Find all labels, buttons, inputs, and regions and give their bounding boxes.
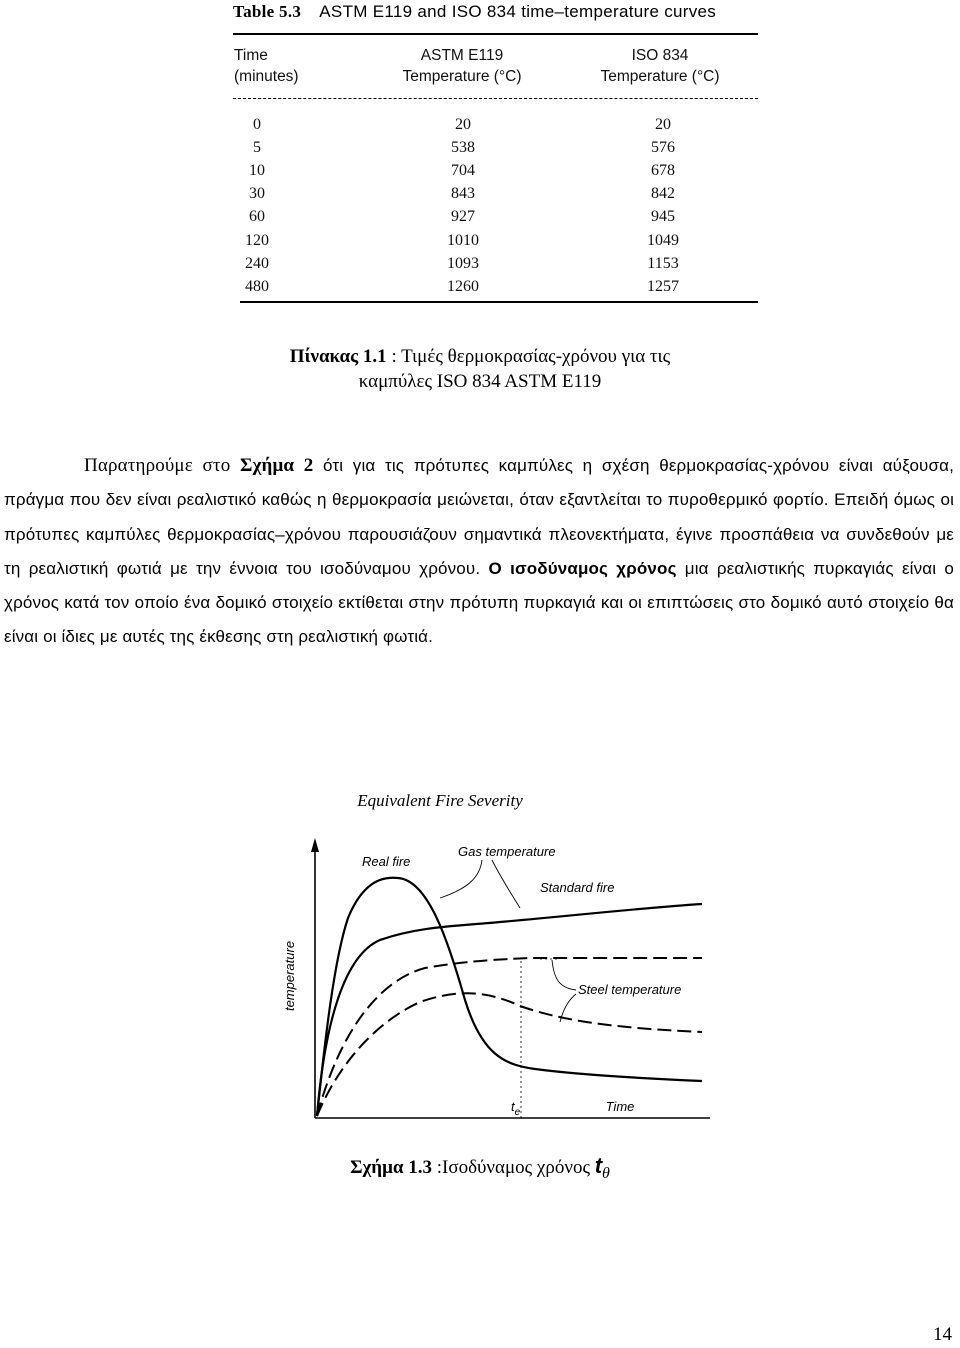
table-cell: 842 bbox=[651, 185, 675, 203]
table-cell: 60 bbox=[249, 208, 265, 226]
table-bottom-rule bbox=[240, 301, 758, 303]
table-caption-line1 bbox=[0, 344, 960, 369]
y-axis-label: temperature bbox=[282, 940, 297, 1012]
figure-title: Equivalent Fire Severity bbox=[357, 791, 523, 810]
table-cell: 1010 bbox=[447, 231, 479, 249]
figure-caption-subscript: θ bbox=[602, 1164, 610, 1182]
label-gas-temperature: Gas temperature bbox=[458, 844, 556, 859]
table-cell: 538 bbox=[451, 139, 475, 157]
table-header-rule bbox=[233, 98, 758, 99]
label-steel-temperature: Steel temperature bbox=[578, 982, 682, 997]
figure-caption bbox=[0, 1153, 960, 1186]
figure-caption-label: Σχήμα 1.3 bbox=[350, 1157, 432, 1178]
table-cell: 678 bbox=[651, 162, 675, 180]
leader-steel-to-standard bbox=[552, 960, 576, 990]
table-cell: 30 bbox=[249, 185, 265, 203]
equivalent-fire-severity-diagram bbox=[270, 780, 730, 1130]
table-cell: 20 bbox=[655, 116, 671, 133]
table-caption-line2: καμπύλες ISO 834 ASTM E119 bbox=[358, 371, 602, 392]
table-label: Table 5.3 bbox=[233, 2, 302, 21]
col-head-time-line1: Time bbox=[234, 47, 268, 64]
col-head-time bbox=[234, 45, 299, 87]
table-figure bbox=[0, 0, 960, 320]
col-head-iso bbox=[585, 45, 735, 87]
table-cell: 927 bbox=[451, 208, 475, 226]
page-number: 14 bbox=[933, 1324, 952, 1345]
figure-caption-symbol: t bbox=[594, 1153, 603, 1178]
table-top-rule bbox=[233, 33, 758, 35]
te-symbol: t bbox=[511, 1099, 515, 1114]
col-head-astm-line2: Temperature (°C) bbox=[402, 68, 522, 85]
table-cell: 480 bbox=[245, 277, 269, 295]
paragraph-s1-post: ότι για τις πρότυπες καμπύλες η σχέση θερμοκρασίας-χρόνου είναι αύξουσα, πράγμα που δεν είναι ρεαλιστικό καθώς η θερμοκρασία μειώνεται, όταν εξαντλείται το πυροθερμικό φορτίο. Επειδή όμως οι πρότυπες καμπύλες θερμοκρασίας–χρόνου παρουσιάζουν σημαντικά πλεονεκτήματα, έγινε προσπάθεια να συνδεθούν με τη ρεαλιστική φωτιά με την έννοια του ισοδύναμου χρόνου. bbox=[4, 456, 954, 578]
real-fire-steel-curve bbox=[317, 993, 702, 1116]
table-cell: 1257 bbox=[647, 277, 679, 295]
paragraph-text bbox=[4, 449, 954, 655]
table-caption-text: : Τιμές θερμοκρασίας-χρόνου για τις bbox=[386, 346, 671, 367]
table-title-text: ASTM E119 and ISO 834 time–temperature curves bbox=[319, 2, 717, 21]
label-real-fire: Real fire bbox=[362, 854, 411, 869]
table-cell: 5 bbox=[253, 139, 261, 157]
table-caption bbox=[0, 344, 960, 394]
table-cell: 1049 bbox=[647, 231, 679, 249]
col-head-astm-line1: ASTM E119 bbox=[420, 47, 504, 64]
label-standard-fire: Standard fire bbox=[540, 880, 615, 895]
te-label bbox=[511, 1099, 521, 1118]
col-head-iso-line2: Temperature (°C) bbox=[600, 68, 720, 85]
table-cell: 1153 bbox=[647, 254, 679, 272]
x-axis-label: Time bbox=[605, 1099, 635, 1114]
table-title bbox=[233, 2, 716, 22]
table-cell: 843 bbox=[451, 185, 475, 203]
col-head-iso-line1: ISO 834 bbox=[631, 47, 689, 64]
paragraph-s2-post: μια ρεαλιστικής πυρκαγιάς είναι ο χρόνος κατά τον οποίο ένα δομικό στοιχείο εκτίθεται στην πρότυπη πυρκαγιά και οι επιπτώσεις στο δομικό αυτό στοιχείο θα είναι οι ίδιες με αυτές της έκθεσης στη ρεαλιστική φωτιά. bbox=[4, 558, 955, 647]
y-axis bbox=[311, 838, 319, 1118]
table-cell: 945 bbox=[651, 208, 675, 226]
figure-reference: Σχήμα 2 bbox=[240, 455, 314, 476]
table-cell: 576 bbox=[651, 139, 675, 157]
te-subscript: e bbox=[514, 1107, 521, 1118]
table-cell: 120 bbox=[245, 231, 269, 249]
figure-caption-text: :Ισοδύναμος χρόνος bbox=[431, 1157, 595, 1178]
paragraph-s1-pre: Παρατηρούμε στο bbox=[84, 455, 240, 476]
table-caption-label: Πίνακας 1.1 bbox=[289, 346, 387, 367]
table-cell: 0 bbox=[253, 116, 261, 133]
body-paragraph bbox=[4, 449, 954, 655]
table-cell: 240 bbox=[245, 254, 269, 272]
standard-fire-gas-curve bbox=[317, 904, 702, 1116]
leader-gas-to-standard bbox=[492, 860, 520, 908]
table-cell: 20 bbox=[455, 116, 471, 133]
table-cell: 1260 bbox=[447, 277, 479, 295]
table-cell: 10 bbox=[249, 162, 265, 180]
table-cell: 704 bbox=[451, 162, 475, 180]
col-head-time-line2: (minutes) bbox=[234, 68, 299, 85]
leader-gas-to-real bbox=[440, 860, 482, 898]
equivalent-time-term: Ο ισοδύναμος χρόνος bbox=[488, 558, 677, 578]
table-cell: 1093 bbox=[447, 254, 479, 272]
col-head-astm bbox=[387, 45, 537, 87]
